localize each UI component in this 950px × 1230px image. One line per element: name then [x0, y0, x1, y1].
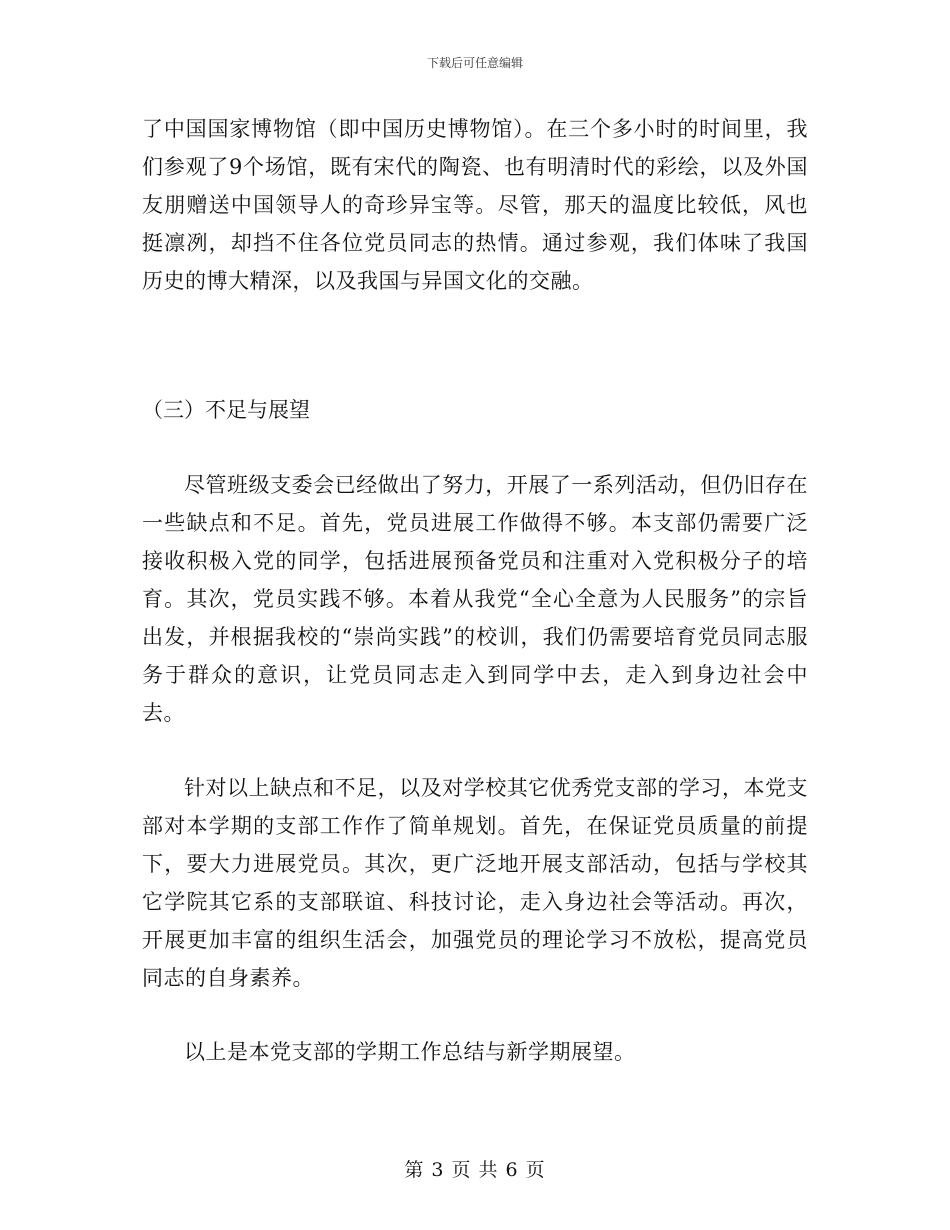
document-body	[142, 110, 808, 1071]
page-number-footer: 第 3 页 共 6 页	[404, 1159, 546, 1181]
paragraph-continuation: 了中国国家博物馆（即中国历史博物馆）。在三个多小时的时间里，我们参观了9个场馆，既有宋代的陶瓷、也有明清时代的彩绘，以及外国友朋赠送中国领导人的奇珍异宝等。尽管，那天的温度比较低，风也挺凛冽，却挡不住各位党员同志的热情。通过参观，我们体味了我国历史的博大精深，以及我国与异国文化的交融。	[142, 117, 808, 293]
section-heading: （三）不足与展望	[142, 398, 310, 422]
paragraph-conclusion: 以上是本党支部的学期工作总结与新学期展望。	[184, 1040, 636, 1064]
paragraph-plans: 针对以上缺点和不足，以及对学校其它优秀党支部的学习，本党支部对本学期的支部工作作了简单规划。首先，在保证党员质量的前提下，要大力进展党员。其次，更广泛地开展支部活动，包括与学校其它学院其它系的支部联谊、科技讨论，走入身边社会等活动。再次，开展更加丰富的组织生活会，加强党员的理论学习不放松，提高党员同志的自身素养。	[142, 776, 808, 990]
header-note: 下载后可任意编辑	[426, 56, 523, 70]
paragraph-shortcomings: 尽管班级支委会已经做出了努力，开展了一系列活动，但仍旧存在一些缺点和不足。首先，党员进展工作做得不够。本支部仍需要广泛接收积极入党的同学，包括进展预备党员和注重对入党积极分子的培育。其次，党员实践不够。本着从我党“全心全意为人民服务”的宗旨出发，并根据我校的“崇尚实践”的校训，我们仍需要培育党员同志服务于群众的意识，让党员同志走入到同学中去，走入到身边社会中去。	[142, 473, 808, 725]
